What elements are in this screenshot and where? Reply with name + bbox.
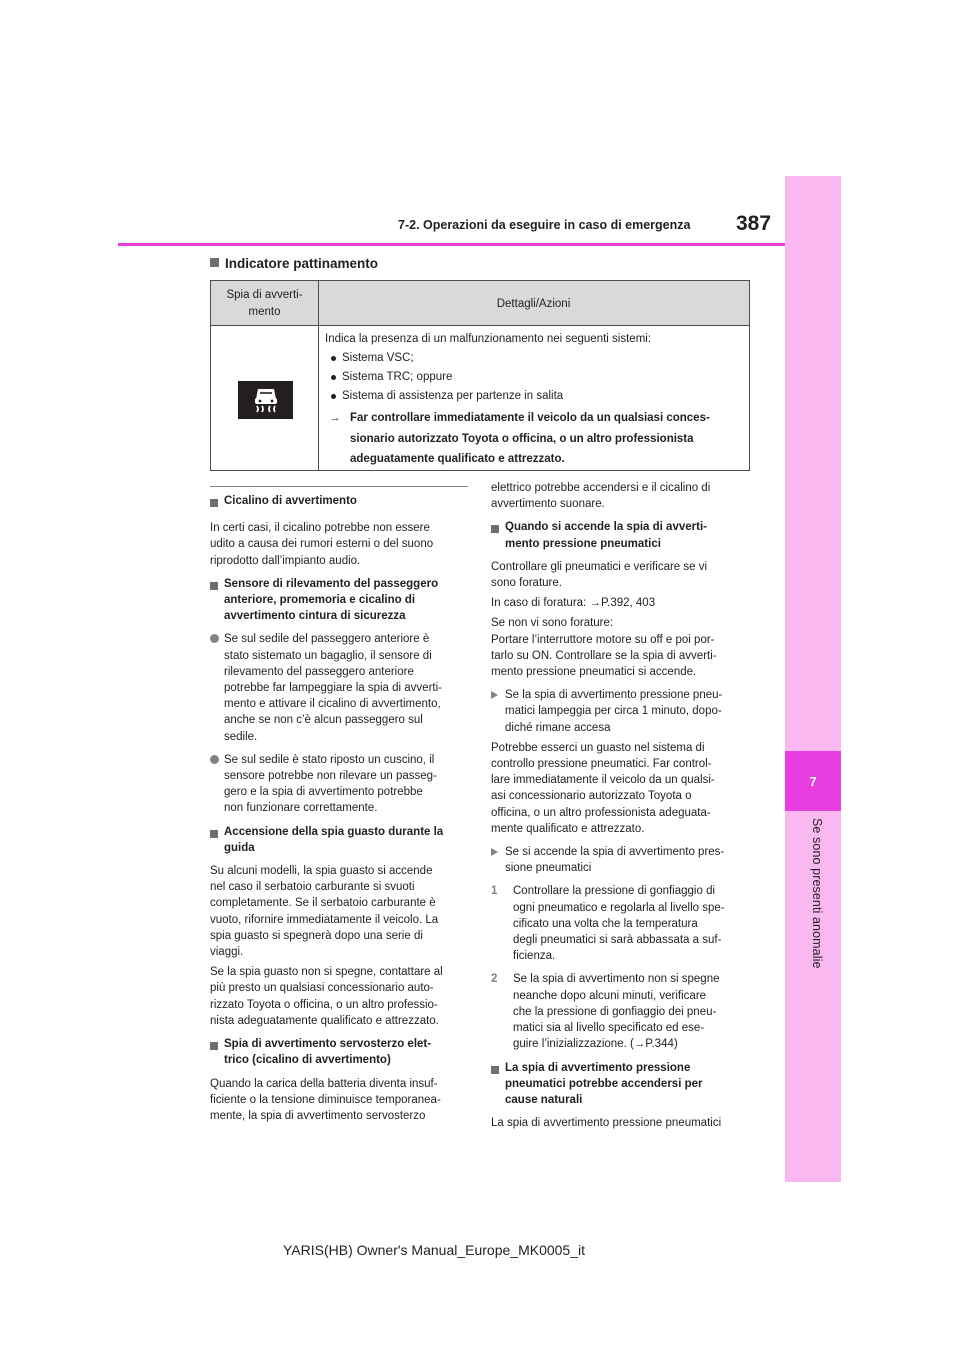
list-item-text: Sistema TRC; oppure <box>342 371 453 383</box>
triangle-bullet-icon <box>491 848 498 856</box>
subheading-text: Quando si accende la spia di avverti- mento pressione pneumatici <box>505 521 707 550</box>
chapter-number: 7 <box>785 751 841 811</box>
column-rule <box>210 486 468 487</box>
square-bullet-icon <box>210 1042 218 1050</box>
paragraph: elettrico potrebbe accendersi e il cicalino di avvertimento suonare. <box>491 482 711 511</box>
subheading-text: La spia di avvertimento pressione pneumatici potrebbe accendersi per cause naturali <box>505 1061 703 1106</box>
subheading-text: Sensore di rilevamento del passeggero anteriore, promemoria e cicalino di avvertimento cintura di sicurezza <box>224 577 439 623</box>
warning-table <box>210 280 750 471</box>
square-bullet-icon <box>210 499 218 507</box>
subheading <box>210 493 470 513</box>
paragraph: Se la spia guasto non si spegne, contattare al più presto un qualsiasi concessionario auto- rizzato Toyota o officina, o un altro professio- nista adeguatamente qualificato e attrezzato. <box>210 966 443 1027</box>
bullet-icon <box>331 375 336 380</box>
step-item <box>491 971 751 1052</box>
bullet-icon <box>331 394 336 399</box>
left-column <box>210 493 470 1131</box>
square-bullet-icon <box>491 1066 499 1074</box>
subheading-text: Accensione della spia guasto durante la guida <box>224 825 444 854</box>
right-column <box>491 480 751 1138</box>
table-action-text: Far controllare immediatamente il veicolo da un qualsiasi conces- sionario autorizzato Toyota o officina, o un altro professionista adeguatamente qualificato e attrezzato. <box>350 412 710 465</box>
square-bullet-icon <box>210 582 218 590</box>
header-rule <box>118 243 785 246</box>
table-header-row <box>211 281 749 326</box>
paragraph: In certi casi, il cicalino potrebbe non essere udito a causa dei rumori esterni o del suono riprodotto dall’impianto audio. <box>210 522 434 567</box>
chapter-side-tab <box>785 176 841 1182</box>
list-item <box>491 687 751 736</box>
list-item-text: Sistema di assistenza per partenze in salita <box>342 390 564 402</box>
paragraph: In caso di foratura: →P.392, 403 <box>491 597 656 610</box>
main-heading-text: Indicatore pattinamento <box>225 256 379 271</box>
subheading <box>210 576 470 625</box>
paragraph: La spia di avvertimento pressione pneumatici <box>491 1117 722 1130</box>
table-intro: Indica la presenza di un malfunzionamento nei seguenti sistemi: <box>325 333 652 345</box>
paragraph: Potrebbe esserci un guasto nel sistema di controllo pressione pneumatici. Far control- lare immediatamente il veicolo da un qualsi- asi concessionario autorizzato Toyota o officina, o un altro professionista adeguata- mente qualificato e attrezzato. <box>491 741 715 835</box>
list-item <box>210 752 470 817</box>
circle-bullet-icon <box>210 755 219 764</box>
step-number: 1 <box>491 885 498 898</box>
table-header-light: Spia di avverti- mento <box>226 288 303 318</box>
list-item <box>491 844 751 876</box>
subheading-text: Cicalino di avvertimento <box>224 495 357 507</box>
table-header-details: Dettagli/Azioni <box>496 297 571 310</box>
subheading <box>491 519 751 551</box>
triangle-bullet-icon <box>491 691 498 699</box>
paragraph: Controllare gli pneumatici e verificare se vi sono forature. <box>491 560 708 590</box>
list-item-text: Se si accende la spia di avvertimento pres- sione pneumatici <box>505 846 725 875</box>
subheading <box>210 824 470 856</box>
step-number: 2 <box>491 973 498 986</box>
paragraph: Su alcuni modelli, la spia guasto si accende nel caso il serbatoio carburante si svuoti completamente. Se il serbatoio carburante è vuoto, rifornire immediatamente il veicolo. La spia guasto si spegnerà dopo una serie di viaggi. <box>210 865 439 959</box>
list-item <box>325 368 749 387</box>
square-bullet-icon <box>210 258 219 267</box>
footer-text: YARIS(HB) Owner's Manual_Europe_MK0005_it <box>283 1242 585 1258</box>
step-item <box>491 883 751 964</box>
square-bullet-icon <box>491 525 499 533</box>
subheading <box>210 1036 470 1068</box>
table-details-cell <box>325 330 749 470</box>
page-number: 387 <box>736 212 772 235</box>
list-item-text: Se sul sedile è stato riposto un cuscino, il sensore potrebbe non rilevare un passeg- gero e la spia di avvertimento potrebbe non funzionare correttamente. <box>224 753 437 815</box>
circle-bullet-icon <box>210 634 219 643</box>
chapter-label: Se sono presenti anomalie <box>810 818 824 969</box>
bullet-icon <box>331 356 336 361</box>
step-text: Controllare la pressione di gonfiaggio di ogni pneumatico e regolarla al livello spe- cificato una volta che la temperatura degli pneumatici si sarà abbassata a suf- ficienza. <box>513 885 725 963</box>
paragraph: Quando la carica della batteria diventa insuf- ficiente o la tensione diminuisce temporanea- mente, la spia di avvertimento servosterzo <box>210 1077 441 1122</box>
list-item <box>325 387 749 406</box>
subheading-text: Spia di avvertimento servosterzo elet- trico (cicalino di avvertimento) <box>224 1038 432 1067</box>
list-item <box>325 349 749 368</box>
main-heading <box>210 256 378 271</box>
table-action <box>325 408 749 470</box>
step-text: Se la spia di avvertimento non si spegne neanche dopo alcuni minuti, verificare che la pressione di gonfiaggio dei pneu- matici sia al livello specificato ed ese- guire l’inizializzazione. (→P.344) <box>513 973 720 1051</box>
subheading <box>491 1060 751 1109</box>
arrow-icon: → <box>329 412 341 424</box>
list-item-text: Se la spia di avvertimento pressione pneu- matici lampeggia per circa 1 minuto, dopo- diché rimane accesa <box>505 689 723 734</box>
list-item-text: Se sul sedile del passeggero anteriore è stato sistemato un bagaglio, il sensore di rilevamento del passeggero anteriore potrebbe far lampeggiare la spia di avverti- mento e attivare il cicalino di avvertimento, anche se non c’è alcun passeggero sul sedile. <box>224 633 442 743</box>
list-item <box>210 631 470 744</box>
paragraph: Se non vi sono forature: Portare l’interruttore motore su off e poi por- tarlo su ON. Controllare se la spia di avverti- mento pressione pneumatici si accende. <box>491 617 717 679</box>
section-title: 7-2. Operazioni da eseguire in caso di emergenza <box>398 218 691 232</box>
square-bullet-icon <box>210 830 218 838</box>
slip-indicator-icon <box>238 381 293 419</box>
table-divider <box>318 281 319 470</box>
list-item-text: Sistema VSC; <box>342 352 414 364</box>
